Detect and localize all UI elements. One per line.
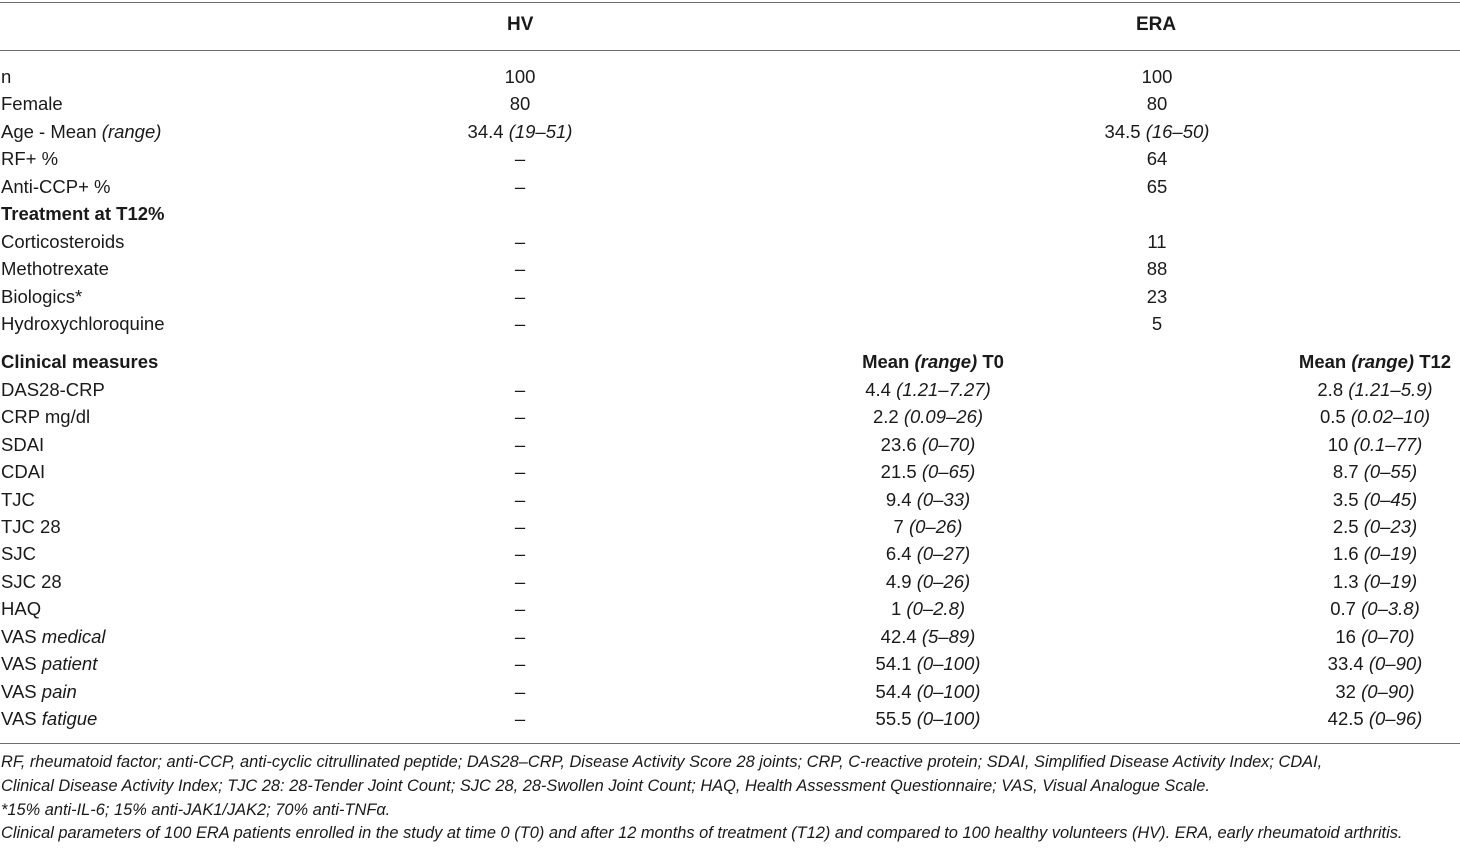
row-label: [1, 376, 105, 403]
table-bottom-rule: [0, 743, 1460, 744]
row-label-text: VAS: [1, 625, 42, 647]
row-label-text: CDAI: [1, 461, 46, 483]
era-value: 65: [1146, 175, 1168, 197]
t0-range: (0–26): [908, 516, 963, 537]
t12-value: [1328, 705, 1423, 732]
table-footnotes: [1, 751, 1459, 846]
t12-range: (0–45): [1363, 488, 1418, 510]
row-label-text: TJC: [1, 488, 35, 510]
t12-value: [1333, 513, 1417, 540]
t12-mean: 16: [1335, 625, 1362, 647]
section-gap: [0, 337, 1460, 348]
era-value: 64: [1146, 148, 1168, 170]
row-label: [1, 595, 41, 622]
table-row: [0, 63, 1460, 90]
section-label: Treatment at T12%: [1, 203, 165, 225]
table-row: [0, 623, 1460, 650]
t12-mean: 1.3: [1332, 570, 1364, 592]
hv-value: –: [514, 708, 526, 730]
table-header: [0, 14, 1460, 40]
header-hv: HV: [507, 14, 534, 35]
era-range: (16–50): [1145, 120, 1210, 142]
t0-range: (1.21–7.27): [896, 378, 991, 400]
row-label-italic: medical: [41, 625, 106, 647]
row-label: Anti-CCP+ %: [1, 175, 111, 197]
hv-value: –: [514, 285, 526, 307]
table-row: [0, 431, 1460, 458]
era-value: 80: [1146, 93, 1168, 115]
hv-value: –: [514, 543, 526, 565]
row-label-italic: pain: [41, 680, 77, 702]
t12-mean: 42.5: [1327, 708, 1369, 730]
row-label: [1, 118, 161, 145]
t0-mean: 42.4: [880, 625, 922, 647]
t0-range: (0–100): [916, 680, 981, 702]
row-label-text: CRP mg/dl: [1, 406, 91, 428]
t12-value: [1320, 403, 1430, 430]
table-row: [0, 255, 1460, 282]
row-label-text: DAS28-CRP: [1, 378, 105, 400]
table-row: [0, 513, 1460, 540]
hv-value: –: [514, 312, 526, 334]
row-label-italic: fatigue: [41, 708, 98, 730]
t12-header-mean: Mean: [1298, 351, 1352, 373]
hv-value: –: [514, 488, 526, 510]
table-row: [0, 650, 1460, 677]
hv-value: –: [514, 406, 526, 428]
t12-mean: 0.5: [1319, 406, 1351, 428]
t0-mean: 54.1: [875, 653, 917, 675]
t0-value: [876, 678, 981, 705]
row-label: Corticosteroids: [1, 230, 125, 252]
t0-mean: 23.6: [880, 433, 922, 455]
t0-value: [886, 486, 970, 513]
t12-mean: 10: [1327, 433, 1354, 455]
era-value: 5: [1151, 312, 1163, 334]
row-label: Methotrexate: [1, 258, 109, 280]
row-label: [1, 458, 45, 485]
era-value: 100: [1141, 66, 1173, 87]
t0-header-mean: Mean: [862, 351, 915, 373]
hv-value: 100: [504, 66, 536, 87]
t12-range: (0–19): [1363, 570, 1418, 592]
table-caption: Clinical parameters of 100 ERA patients enrolled in the study at time 0 (T0) and after 12 months of treatment (T12) and compared to 100 healthy volunteers (HV). ERA, early rheumatoid arthritis.: [1, 824, 1403, 843]
table-row: [0, 486, 1460, 513]
t0-range: (0–33): [916, 488, 971, 510]
table-row: [0, 403, 1460, 430]
t0-range: (0–26): [916, 570, 971, 592]
t0-range: (0–2.8): [906, 598, 966, 620]
hv-value: –: [514, 625, 526, 647]
row-label: [1, 486, 35, 513]
row-label: Biologics*: [1, 285, 83, 307]
table-row: [0, 118, 1460, 145]
t12-range: (0–96): [1368, 708, 1423, 730]
t12-range: (0–23): [1363, 516, 1418, 537]
table-row: [0, 540, 1460, 567]
t12-mean: 33.4: [1327, 653, 1369, 675]
hv-value: –: [514, 378, 526, 400]
row-label: [1, 623, 106, 650]
t12-header-time: T12: [1414, 351, 1452, 373]
row-label-text: SJC: [1, 543, 36, 565]
t0-mean: 4.4: [865, 378, 897, 400]
t12-mean: 2.8: [1317, 378, 1349, 400]
table-row: [0, 568, 1460, 595]
hv-value: –: [514, 653, 526, 675]
t12-mean: 8.7: [1332, 461, 1364, 483]
hv-value: –: [514, 680, 526, 702]
hv-value: –: [514, 433, 526, 455]
hv-value: –: [514, 461, 526, 483]
t12-mean: 2.5: [1332, 516, 1364, 537]
t12-range: (1.21–5.9): [1348, 378, 1433, 400]
row-label: RF+ %: [1, 148, 59, 170]
row-label: Female: [1, 93, 63, 115]
t0-mean: 21.5: [880, 461, 922, 483]
clinical-rows: [0, 376, 1460, 733]
table-row: [0, 145, 1460, 172]
t12-range: (0–19): [1363, 543, 1418, 565]
table-body: [0, 63, 1460, 733]
t12-mean: 3.5: [1332, 488, 1364, 510]
row-label: [1, 568, 62, 595]
row-label: [1, 540, 36, 567]
t12-mean: 32: [1335, 680, 1362, 702]
hv-value: –: [514, 598, 526, 620]
t12-value: [1333, 458, 1417, 485]
table-row: [0, 376, 1460, 403]
t0-mean: 7: [893, 516, 909, 537]
hv-mean: 34.4: [467, 120, 509, 142]
t0-value: [881, 458, 976, 485]
row-label-italic: patient: [41, 653, 98, 675]
footnote-biologics: *15% anti-IL-6; 15% anti-JAK1/JAK2; 70% anti-TNFα.: [1, 800, 391, 819]
era-value: 88: [1146, 258, 1168, 280]
t12-range: (0.1–77): [1353, 433, 1423, 455]
t0-value: [881, 623, 976, 650]
t12-mean: 1.6: [1332, 543, 1364, 565]
table-top-rule: [0, 2, 1460, 3]
era-value: 11: [1147, 230, 1167, 252]
table-row: [0, 283, 1460, 310]
hv-value: –: [514, 175, 526, 197]
section-heading-treatment: [0, 200, 1460, 227]
t0-mean: 54.4: [875, 680, 917, 702]
row-label-text: SJC 28: [1, 570, 62, 592]
row-label-text: TJC 28: [1, 516, 61, 537]
row-label-text: VAS: [1, 653, 42, 675]
t0-range: (0–27): [916, 543, 971, 565]
t12-value: [1328, 650, 1423, 677]
hv-value: 80: [509, 93, 531, 115]
t0-value: [881, 431, 976, 458]
table-row: [0, 228, 1460, 255]
row-label-text: Age - Mean: [1, 120, 102, 142]
row-label: n: [1, 66, 12, 87]
table-row: [0, 705, 1460, 732]
t12-value: [1317, 376, 1432, 403]
t0-mean: 4.9: [885, 570, 917, 592]
section-heading-clinical: [0, 348, 1460, 375]
t12-range: (0–3.8): [1361, 598, 1420, 620]
era-value: [1105, 118, 1210, 145]
t0-value: [865, 376, 990, 403]
t0-value: [873, 403, 983, 430]
row-label-text: VAS: [1, 680, 42, 702]
t0-value: [876, 705, 981, 732]
t12-mean: 0.7: [1330, 598, 1362, 620]
row-label-text: VAS: [1, 708, 42, 730]
hv-value: –: [514, 516, 526, 537]
row-label: Hydroxychloroquine: [1, 312, 165, 334]
row-label-text: HAQ: [1, 598, 42, 620]
table-row: [0, 310, 1460, 337]
t12-value: [1333, 568, 1417, 595]
t12-range: (0–90): [1361, 680, 1415, 702]
t0-mean: 1: [890, 598, 907, 620]
row-label-text: SDAI: [1, 433, 45, 455]
hv-value: –: [514, 570, 526, 592]
table-row: [0, 595, 1460, 622]
row-label: [1, 431, 44, 458]
t0-range: (0–100): [916, 708, 981, 730]
hv-value: –: [514, 230, 526, 252]
t0-range: (0–70): [921, 433, 976, 455]
hv-range: (19–51): [508, 120, 573, 142]
era-mean: 34.5: [1104, 120, 1146, 142]
t0-header-range: (range): [914, 351, 978, 373]
t12-column-header: [1299, 348, 1451, 375]
t0-column-header: [862, 348, 1004, 375]
t0-value: [886, 540, 970, 567]
t0-range: (0.09–26): [903, 406, 984, 428]
t0-value: [876, 650, 981, 677]
t12-header-range: (range): [1351, 351, 1415, 373]
t0-range: (5–89): [921, 625, 976, 647]
t12-range: (0.02–10): [1350, 406, 1431, 428]
section-label: Clinical measures: [1, 351, 159, 373]
table-row: [0, 678, 1460, 705]
footnote-abbreviations-cont: Clinical Disease Activity Index; TJC 28: 28-Tender Joint Count; SJC 28, 28-Swollen Joint Count; HAQ, Health Assessment Questionnaire; VAS, Visual Analogue Scale.: [1, 776, 1210, 795]
t12-range: (0–90): [1368, 653, 1423, 675]
t0-mean: 9.4: [885, 488, 917, 510]
header-era: ERA: [1136, 14, 1177, 35]
t0-value: [886, 568, 970, 595]
t0-mean: 2.2: [872, 406, 904, 428]
table-row: [0, 90, 1460, 117]
footnote-abbreviations: RF, rheumatoid factor; anti-CCP, anti-cyclic citrullinated peptide; DAS28–CRP, Disease Activity Score 28 joints; CRP, C-reactive protein; SDAI, Simplified Disease Activity Index; CDAI,: [1, 753, 1323, 771]
t12-value: [1333, 486, 1417, 513]
row-label: [1, 705, 97, 732]
hv-value: [468, 118, 573, 145]
row-label-italic: (range): [101, 120, 162, 142]
t12-value: [1330, 595, 1419, 622]
table-row: [0, 173, 1460, 200]
t0-mean: 55.5: [875, 708, 917, 730]
t0-header-time: T0: [977, 351, 1004, 373]
era-value: 23: [1146, 285, 1168, 307]
row-label: [1, 650, 97, 677]
header-rule: [0, 50, 1460, 51]
t0-mean: 6.4: [885, 543, 917, 565]
t12-value: [1328, 431, 1423, 458]
hv-value: –: [514, 258, 526, 280]
row-label: [1, 513, 61, 540]
hv-value: –: [514, 148, 526, 170]
t12-value: [1333, 540, 1417, 567]
t12-range: (0–55): [1363, 461, 1418, 483]
row-label: [1, 403, 90, 430]
t12-value: [1335, 623, 1414, 650]
t0-value: [891, 595, 965, 622]
t0-range: (0–65): [921, 461, 976, 483]
t12-value: [1335, 678, 1414, 705]
table-row: [0, 458, 1460, 485]
t0-range: (0–100): [916, 653, 981, 675]
t12-range: (0–70): [1361, 625, 1415, 647]
row-label: [1, 678, 77, 705]
t0-value: [894, 513, 963, 540]
